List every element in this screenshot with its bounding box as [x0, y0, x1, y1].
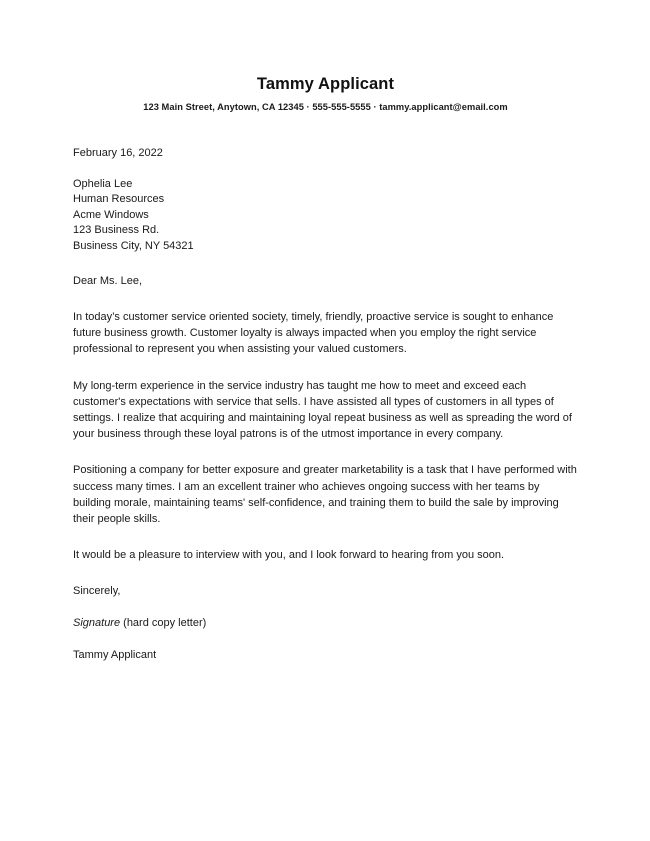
body-paragraph-3: Positioning a company for better exposure and greater marketability is a task that I have performed with success many times. I am an excellent trainer who achieves ongoing success with her teams by building morale, maintaining teams' self-confidence, and training them to build the sale by improving their people skills. — [73, 464, 577, 526]
signature-word: Signature — [73, 617, 121, 630]
sender-contact-line: 123 Main Street, Anytown, CA 12345 · 555-555-5555 · tammy.applicant@email.com — [143, 102, 508, 112]
signer-name: Tammy Applicant — [73, 649, 157, 662]
recipient-address-block — [73, 177, 578, 254]
signature-note-text: (hard copy letter) — [120, 617, 207, 630]
body-paragraph-4: It would be a pleasure to interview with you, and I look forward to hearing from you soon. — [73, 549, 505, 562]
body-paragraph-1: In today’s customer service oriented society, timely, friendly, proactive service is sought to enhance future business growth. Customer loyalty is always impacted when you employ the right service professional to represent you when assisting your valued customers. — [73, 311, 554, 356]
recipient-street: 123 Business Rd. — [73, 224, 160, 237]
salutation: Dear Ms. Lee, — [73, 275, 143, 288]
recipient-department: Human Resources — [73, 193, 165, 206]
sender-name: Tammy Applicant — [256, 75, 395, 93]
recipient-city-state-zip: Business City, NY 54321 — [73, 239, 194, 252]
letter-content — [73, 0, 578, 663]
letterhead — [73, 0, 578, 114]
recipient-name: Ophelia Lee — [73, 178, 133, 190]
body-paragraph-2: My long-term experience in the service industry has taught me how to meet and exceed each customer's expectations with service that sells. I have assisted all types of customers in all types of settings. I realize that acquiring and maintaining loyal repeat business as well as spreading the word of your business through these loyal patrons is of the utmost importance in every company. — [73, 379, 572, 441]
recipient-company: Acme Windows — [73, 208, 149, 221]
letter-date: February 16, 2022 — [73, 147, 163, 159]
signature-note — [73, 615, 578, 631]
closing-line: Sincerely, — [73, 585, 121, 598]
